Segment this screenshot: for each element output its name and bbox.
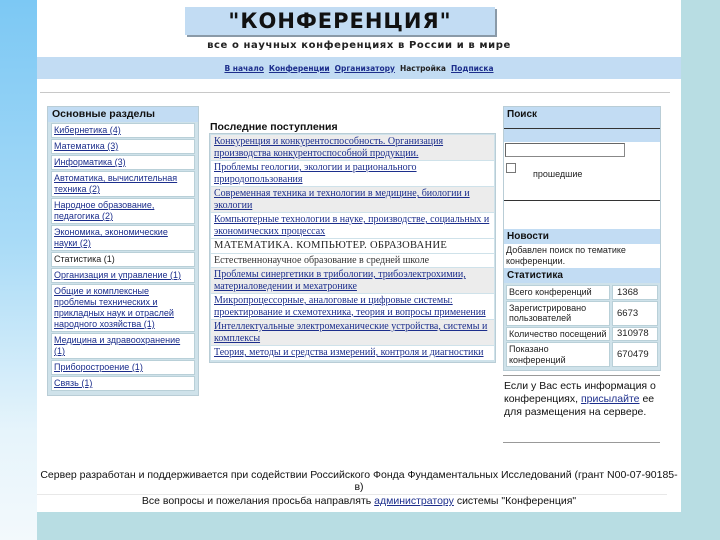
stats-value: 670479: [612, 342, 658, 367]
latest-item[interactable]: [211, 135, 494, 160]
stats-row: [506, 285, 658, 300]
stats-label: Количество посещений: [506, 327, 610, 342]
stats-title: Статистика: [504, 268, 660, 283]
stats-row: [506, 342, 658, 367]
submit-info-text: Если у Вас есть информация о конференциях,: [504, 380, 656, 405]
nav-conferences[interactable]: Конференции: [268, 63, 330, 73]
section-link[interactable]: Автоматика, вычислительная техника (2): [54, 173, 178, 194]
section-item[interactable]: [51, 360, 195, 375]
stats-value: 1368: [612, 285, 658, 300]
section-link[interactable]: Экономика, экономические науки (2): [54, 227, 168, 248]
footer-credits: Сервер разработан и поддерживается при содействии Российского Фонда Фундаментальных Исследований (грант N00-07-90185-в): [40, 469, 678, 493]
stats-row: [506, 327, 658, 342]
section-link[interactable]: Математика (3): [54, 141, 119, 151]
submit-info-text: ее для размещения на сервере.: [504, 393, 655, 418]
section-item[interactable]: [51, 284, 195, 332]
latest-link[interactable]: Проблемы синергетики в трибологии, трибоэлектрохимии, материаловедении и мехатронике: [214, 269, 466, 292]
footer-contact: [37, 495, 681, 507]
sections-title: Основные разделы: [48, 107, 198, 122]
latest-link[interactable]: Теория, методы и средства измерений, контроля и диагностики: [214, 347, 484, 358]
section-link[interactable]: Организация и управление (1): [54, 270, 182, 280]
stats-table: [504, 283, 660, 370]
stats-row: [506, 301, 658, 326]
nav-organizer[interactable]: Организатору: [334, 63, 395, 73]
section-item[interactable]: [51, 268, 195, 283]
section-item[interactable]: [51, 155, 195, 170]
section-link[interactable]: Связь (1): [54, 378, 93, 388]
search-gap: [504, 129, 660, 142]
stats-label: Зарегистрировано пользователей: [506, 301, 610, 326]
section-link[interactable]: Народное образование, педагогика (2): [54, 200, 155, 221]
nav-settings-current: Настройка: [399, 63, 446, 73]
latest-link[interactable]: Интеллектуальные электромеханические устройства, системы и комплексы: [214, 321, 488, 344]
footer-contact-text: Все вопросы и пожелания просьба направлять: [141, 495, 372, 507]
latest-item[interactable]: [211, 213, 494, 238]
latest-item[interactable]: [211, 268, 494, 293]
page-container: [37, 0, 681, 512]
left-gradient-strip: [0, 0, 37, 540]
submit-info: [504, 380, 664, 419]
section-link[interactable]: Информатика (3): [54, 157, 126, 167]
latest-item[interactable]: [211, 161, 494, 186]
search-form: [504, 142, 660, 201]
stats-value: 310978: [612, 327, 658, 342]
admin-link[interactable]: администратору: [374, 495, 454, 507]
section-item[interactable]: [51, 376, 195, 391]
search-spacer: [504, 201, 660, 229]
stats-label: Показано конференций: [506, 342, 610, 367]
latest-item: [211, 239, 494, 253]
past-checkbox-label: прошедшие: [533, 169, 583, 179]
stats-value: 6673: [612, 301, 658, 326]
nav-home[interactable]: В начало: [224, 63, 264, 73]
news-title: Новости: [504, 229, 660, 244]
latest-link[interactable]: Компьютерные технологии в науке, производстве, социальных и экономических процессах: [214, 214, 490, 237]
footer-contact-text: системы "Конференция": [456, 495, 577, 507]
section-link[interactable]: Кибернетика (4): [54, 125, 121, 135]
divider: [40, 92, 670, 93]
stats-label: Всего конференций: [506, 285, 610, 300]
section-label: Статистика (1): [54, 254, 115, 264]
latest-link[interactable]: Микропроцессорные, аналоговые и цифровые системы: проектирование и схемотехника, теория и вопросы применения: [214, 295, 486, 318]
section-item[interactable]: [51, 171, 195, 197]
latest-item[interactable]: [211, 320, 494, 345]
section-item[interactable]: [51, 225, 195, 251]
latest-list: [209, 133, 496, 363]
sections-panel: [47, 106, 199, 396]
section-link[interactable]: Общие и комплексные проблемы технических и прикладных наук и отраслей народного хозяйства (1): [54, 286, 174, 329]
latest-title: Последние поступления: [210, 121, 338, 133]
section-item[interactable]: [51, 123, 195, 138]
top-nav: [37, 57, 681, 79]
site-title: "КОНФЕРЕНЦИЯ": [228, 9, 452, 33]
latest-link[interactable]: Проблемы геологии, экологии и рационального природопользования: [214, 162, 417, 185]
submit-link[interactable]: присылайте: [580, 393, 640, 405]
latest-item: [211, 254, 494, 268]
latest-link[interactable]: Современная техника и технологии в медицине, биологии и экологии: [214, 188, 470, 211]
latest-item[interactable]: [211, 346, 494, 360]
latest-link[interactable]: Конкуренция и конкурентоспособность. Организация производства конкурентоспособной продукции.: [214, 136, 444, 159]
right-panel: [503, 106, 661, 371]
section-item[interactable]: [51, 198, 195, 224]
search-title: Поиск: [504, 107, 660, 129]
search-input[interactable]: [505, 143, 625, 157]
past-checkbox[interactable]: [506, 163, 516, 173]
divider: [503, 375, 660, 376]
news-text: Добавлен поиск по тематике конференции.: [504, 244, 660, 268]
section-item[interactable]: [51, 333, 195, 359]
latest-label: МАТЕМАТИКА. КОМПЬЮТЕР. ОБРАЗОВАНИЕ: [214, 240, 448, 251]
site-title-banner: [185, 7, 495, 35]
section-link[interactable]: Приборостроение (1): [54, 362, 143, 372]
divider: [503, 442, 660, 443]
site-subtitle: все о научных конференциях в России и в мире: [207, 40, 511, 51]
section-item: [51, 252, 195, 267]
section-link[interactable]: Медицина и здравоохранение (1): [54, 335, 181, 356]
latest-label: Естественнонаучное образование в средней школе: [214, 254, 430, 266]
latest-item[interactable]: [211, 294, 494, 319]
section-item[interactable]: [51, 139, 195, 154]
nav-subscribe[interactable]: Подписка: [451, 63, 494, 73]
latest-item[interactable]: [211, 187, 494, 212]
